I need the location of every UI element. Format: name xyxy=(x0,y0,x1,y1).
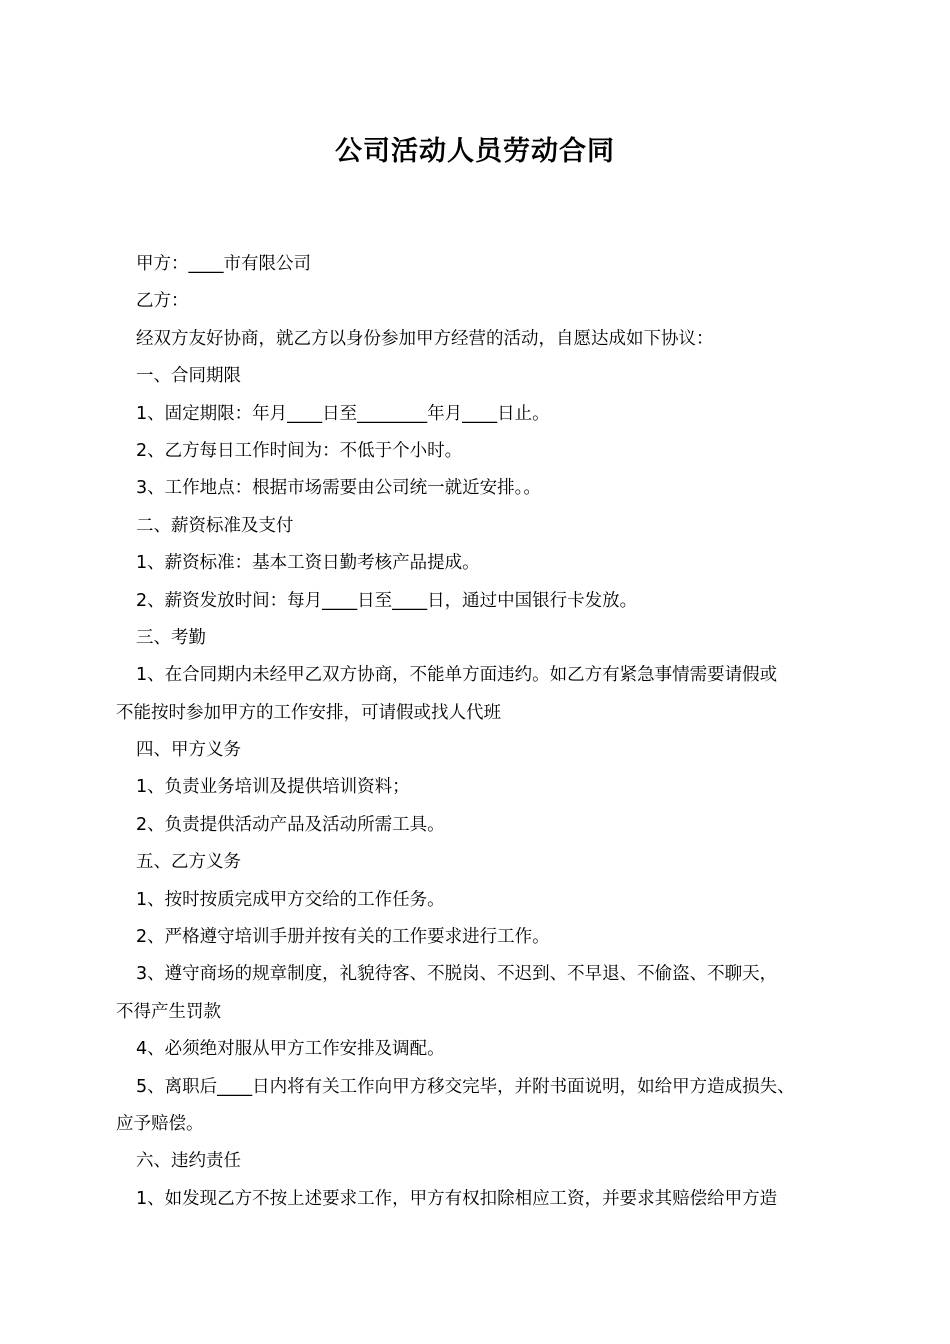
document-line: 不能按时参加甲方的工作安排，可请假或找人代班 xyxy=(116,702,501,723)
document-line: 5、离职后____日内将有关工作向甲方移交完毕，并附书面说明，如给甲方造成损失、 xyxy=(136,1076,795,1097)
document-line: 1、薪资标准：基本工资日勤考核产品提成。 xyxy=(136,553,480,574)
document-line: 4、必须绝对服从甲方工作安排及调配。 xyxy=(136,1039,445,1060)
document-line: 四、甲方义务 xyxy=(136,740,241,761)
document-line: 三、考勤 xyxy=(136,627,206,648)
document-line: 乙方： xyxy=(136,291,189,312)
document-line: 1、如发现乙方不按上述要求工作，甲方有权扣除相应工资，并要求其赔偿给甲方造 xyxy=(136,1188,778,1209)
document-line: 3、工作地点：根据市场需要由公司统一就近安排。。 xyxy=(136,478,541,499)
document-line: 2、负责提供活动产品及活动所需工具。 xyxy=(136,814,445,835)
document-line: 1、按时按质完成甲方交给的工作任务。 xyxy=(136,889,445,910)
document-body xyxy=(116,246,856,1218)
document-line: 1、在合同期内未经甲乙双方协商，不能单方面违约。如乙方有紧急事情需要请假或 xyxy=(136,665,778,686)
document-line: 2、薪资发放时间：每月____日至____日，通过中国银行卡发放。 xyxy=(136,590,638,611)
document-line: 1、固定期限：年月____日至________年月____日止。 xyxy=(136,403,550,424)
document-line: 五、乙方义务 xyxy=(136,852,241,873)
document-line: 二、薪资标准及支付 xyxy=(136,515,294,536)
document-line: 经双方友好协商，就乙方以身份参加甲方经营的活动，自愿达成如下协议： xyxy=(136,328,714,349)
document-line: 3、遵守商场的规章制度，礼貌待客、不脱岗、不迟到、不早退、不偷盗、不聊天， xyxy=(136,964,778,985)
document-line: 一、合同期限 xyxy=(136,366,241,387)
document-line: 甲方：____市有限公司 xyxy=(136,254,311,274)
document-line: 不得产生罚款 xyxy=(116,1001,221,1022)
document-line: 2、乙方每日工作时间为：不低于个小时。 xyxy=(136,440,463,461)
document-line: 2、严格遵守培训手册并按有关的工作要求进行工作。 xyxy=(136,927,550,948)
document-line: 应予赔偿。 xyxy=(116,1113,204,1134)
document-line: 1、负责业务培训及提供培训资料； xyxy=(136,777,410,798)
document-line: 六、违约责任 xyxy=(136,1151,241,1172)
page-title: 公司活动人员劳动合同 xyxy=(335,136,615,167)
